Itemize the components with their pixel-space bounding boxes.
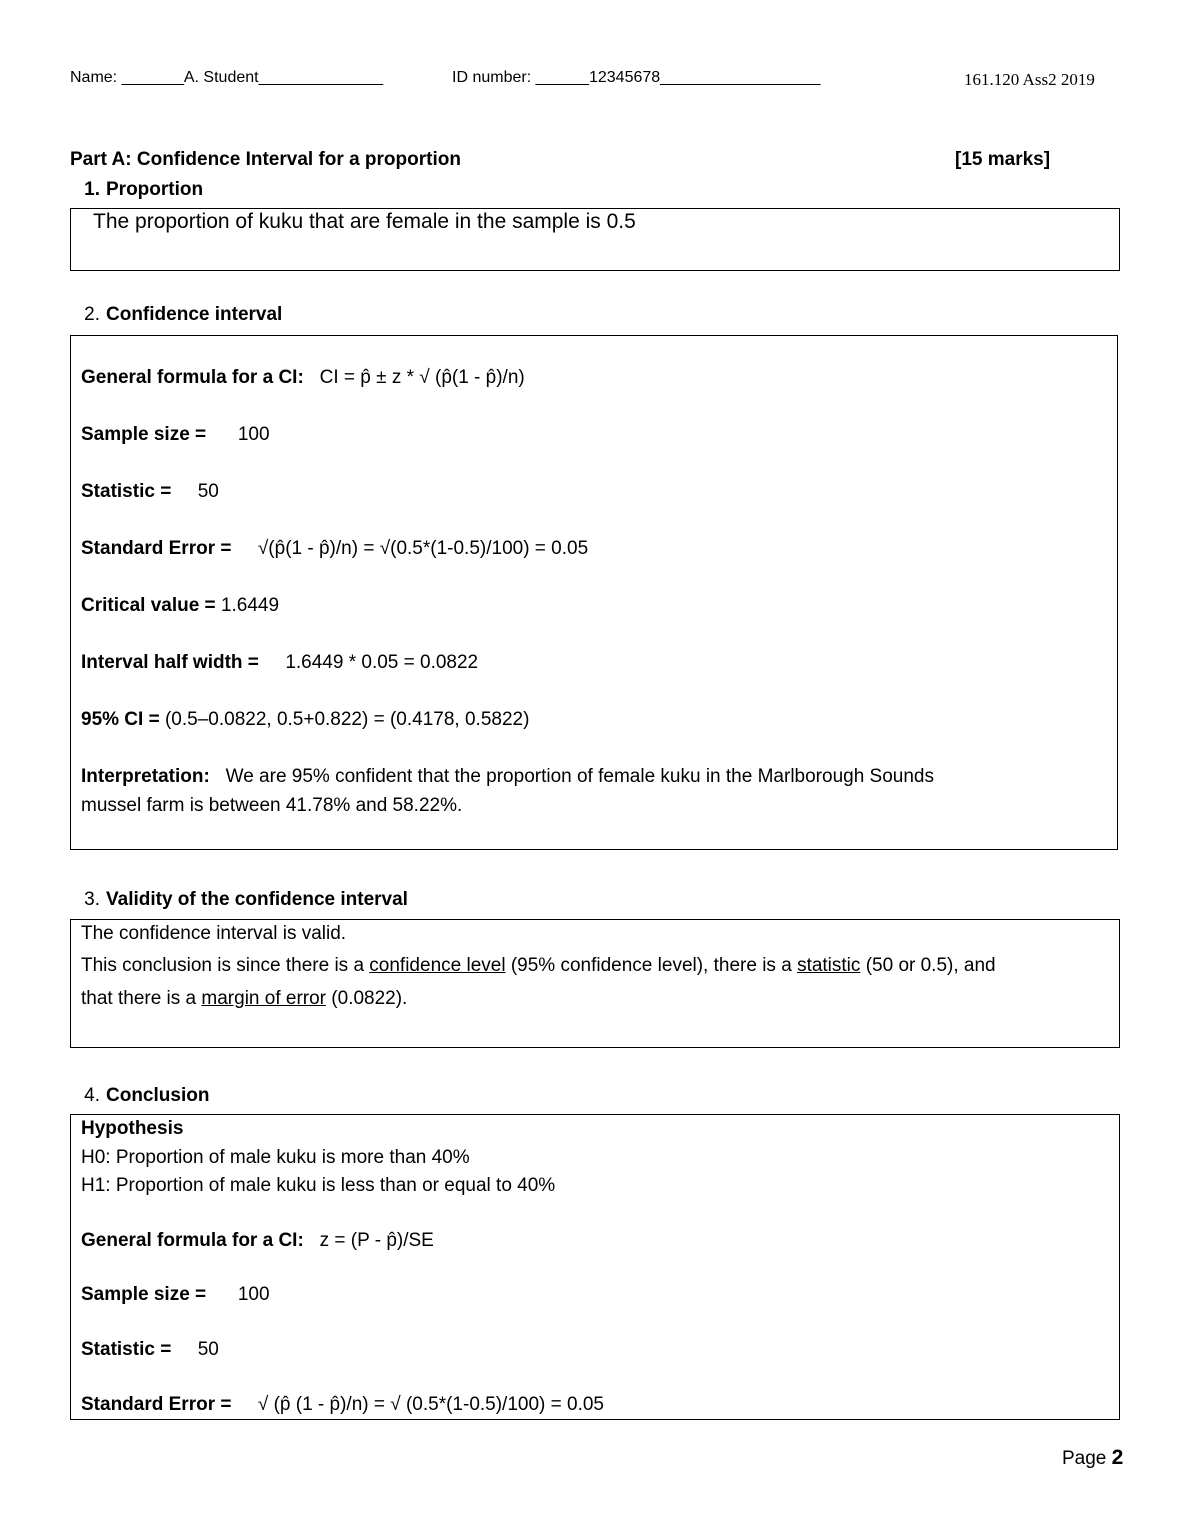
q2-heading <box>64 304 282 326</box>
q2-cv-label: Critical value = <box>81 595 216 616</box>
q3-number: 3. <box>84 889 100 910</box>
q1-heading <box>64 179 203 201</box>
q2-se: √(p̂(1 - p̂)/n) = √(0.5*(1-0.5)/100) = 0.05 <box>257 538 589 559</box>
q4-title: Conclusion <box>106 1085 210 1106</box>
q2-se-row <box>81 538 588 560</box>
q2-formula-row <box>81 367 525 389</box>
q4-h1: H1: Proportion of male kuku is less than or equal to 40% <box>81 1175 556 1196</box>
q2-stat-label: Statistic = <box>81 481 172 502</box>
q1-answer: The proportion of kuku that are female in the sample is 0.5 <box>93 210 636 233</box>
q1-answer-box <box>70 208 1120 271</box>
q4-formula-label: General formula for a CI: <box>81 1230 304 1251</box>
q2-interp-line2: mussel farm is between 41.78% and 58.22%. <box>81 795 463 816</box>
q2-number: 2. <box>84 304 100 325</box>
q4-hypothesis-heading: Hypothesis <box>81 1118 184 1139</box>
q2-ci-row <box>81 709 529 731</box>
q4-h0: H0: Proportion of male kuku is more than 40% <box>81 1147 470 1168</box>
part-marks: [15 marks] <box>955 149 1051 170</box>
q2-hw-label: Interval half width = <box>81 652 259 673</box>
page-number <box>1062 1446 1123 1470</box>
q4-formula: z = (P - p̂)/SE <box>319 1230 434 1251</box>
q2-interp-row <box>81 766 934 788</box>
q3-line3-c: (0.0822). <box>326 988 408 1009</box>
q4-stat-row <box>81 1339 219 1361</box>
q3-heading <box>64 889 408 911</box>
q2-cv-row <box>81 595 279 617</box>
q2-formula: CI = p̂ ± z * √ (p̂(1 - p̂)/n) <box>319 367 525 388</box>
q3-margin-of-error: margin of error <box>201 988 327 1009</box>
q4-number: 4. <box>84 1085 100 1106</box>
student-id: ID number: ______12345678__________________ <box>452 69 821 86</box>
q4-se: √ (p̂ (1 - p̂)/n) = √ (0.5*(1-0.5)/100) = 0.05 <box>257 1394 604 1415</box>
q2-sample-label: Sample size = <box>81 424 207 445</box>
q4-stat: 50 <box>197 1339 219 1360</box>
part-title: Part A: Confidence Interval for a proportion <box>70 149 461 170</box>
q4-stat-label: Statistic = <box>81 1339 172 1360</box>
q2-interp-line1: We are 95% confident that the proportion of female kuku in the Marlborough Sounds <box>225 766 934 787</box>
q2-stat-row <box>81 481 219 503</box>
student-name: Name: _______A. Student______________ <box>70 69 384 86</box>
q2-formula-label: General formula for a CI: <box>81 367 304 388</box>
q3-line2 <box>81 955 996 977</box>
q4-sample: 100 <box>237 1284 270 1305</box>
q3-line2-e: (50 or 0.5), and <box>860 955 996 976</box>
q4-se-row <box>81 1394 604 1416</box>
q3-line3 <box>81 988 407 1010</box>
q3-answer-box <box>70 919 1120 1048</box>
q4-heading <box>64 1085 209 1107</box>
q2-answer-box <box>70 335 1118 850</box>
q3-confidence-level: confidence level <box>369 955 506 976</box>
q3-line3-a: that there is a <box>81 988 202 1009</box>
q3-line2-c: (95% confidence level), there is a <box>505 955 798 976</box>
page-num: 2 <box>1111 1446 1124 1469</box>
q4-sample-label: Sample size = <box>81 1284 207 1305</box>
q3-statistic: statistic <box>797 955 861 976</box>
q2-sample: 100 <box>237 424 270 445</box>
q2-hw-row <box>81 652 478 674</box>
q1-number: 1. <box>84 179 100 200</box>
q2-ci: (0.5–0.0822, 0.5+0.822) = (0.4178, 0.5822) <box>164 709 530 730</box>
q2-hw: 1.6449 * 0.05 = 0.0822 <box>285 652 479 673</box>
q2-interp-label: Interpretation: <box>81 766 210 787</box>
q3-line1: The confidence interval is valid. <box>81 923 347 944</box>
q4-sample-row <box>81 1284 270 1306</box>
q2-se-label: Standard Error = <box>81 538 232 559</box>
q2-title: Confidence interval <box>106 304 283 325</box>
q3-line2-a: This conclusion is since there is a <box>81 955 370 976</box>
q2-stat: 50 <box>197 481 219 502</box>
q4-se-label: Standard Error = <box>81 1394 232 1415</box>
q1-title: Proportion <box>106 179 204 200</box>
course-code: 161.120 Ass2 2019 <box>964 70 1095 89</box>
q4-formula-row <box>81 1230 434 1252</box>
q2-ci-label: 95% CI = <box>81 709 160 730</box>
q2-cv: 1.6449 <box>220 595 280 616</box>
q2-sample-row <box>81 424 270 446</box>
page-label: Page <box>1062 1448 1107 1469</box>
q4-answer-box <box>70 1114 1120 1420</box>
q3-title: Validity of the confidence interval <box>106 889 408 910</box>
